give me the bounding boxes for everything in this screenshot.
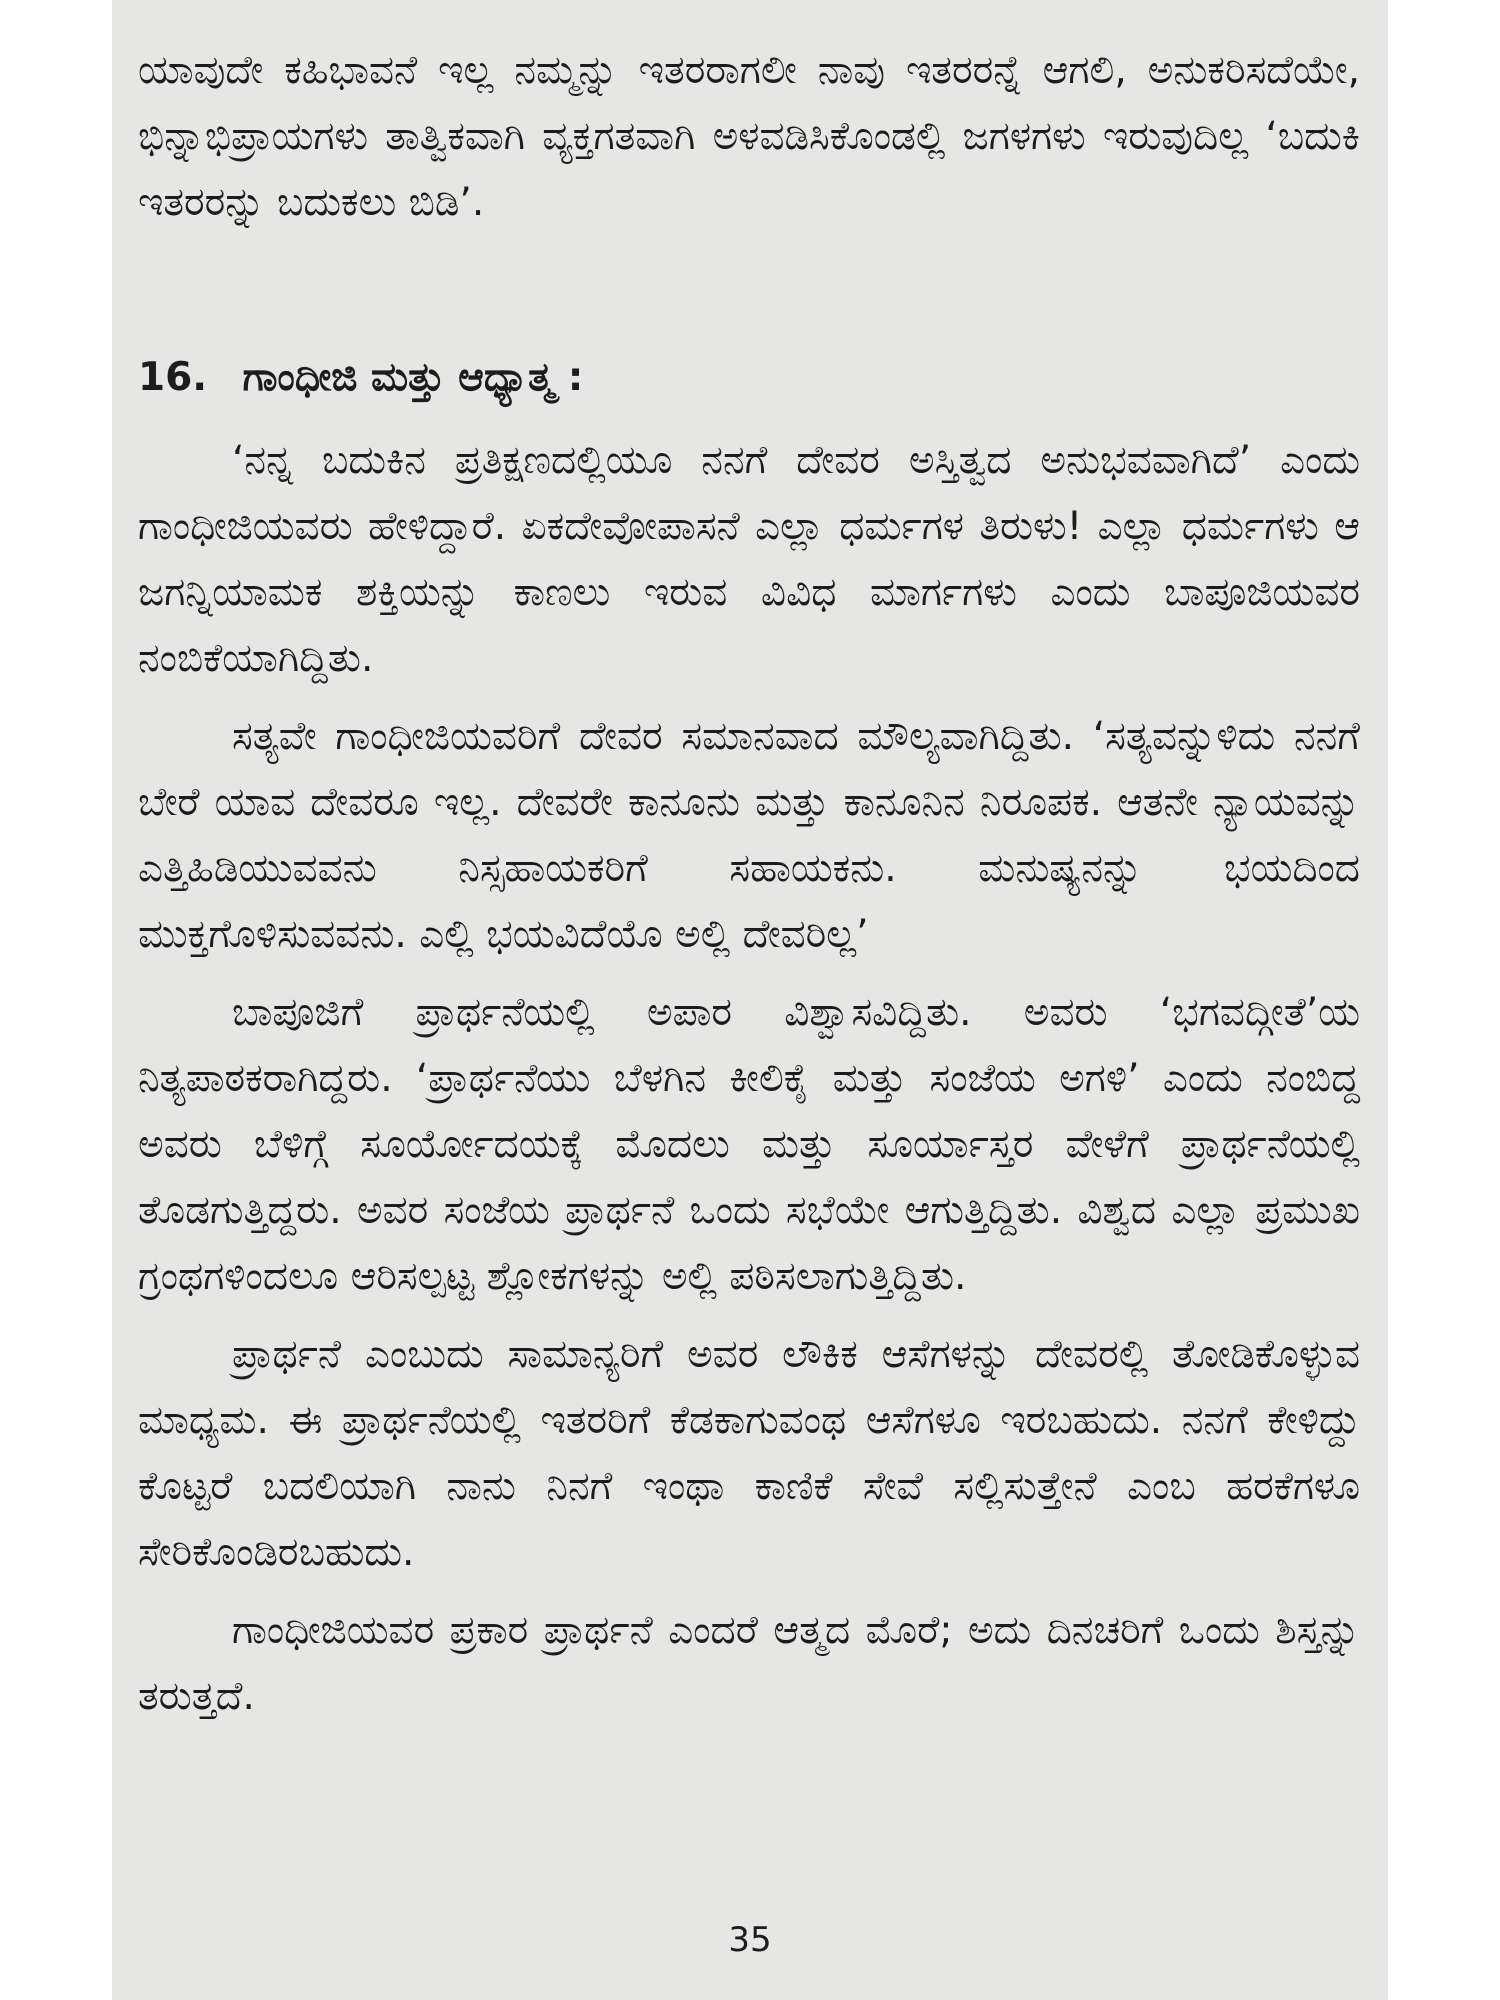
- page-number: 35: [728, 1920, 772, 1960]
- section-title: ಗಾಂಧೀಜಿ ಮತ್ತು ಆಧ್ಯಾತ್ಮ :: [242, 355, 584, 400]
- paragraph-2: ಸತ್ಯವೇ ಗಾಂಧೀಜಿಯವರಿಗೆ ದೇವರ ಸಮಾನವಾದ ಮೌಲ್ಯವಾಗಿದ್ದಿತು. ‘ಸತ್ಯವನ್ನುಳಿದು ನನಗೆ ಬೇರೆ ಯಾವ ದೇವರೂ ಇಲ್ಲ. ದೇವರೇ ಕಾನೂನು ಮತ್ತು ಕಾನೂನಿನ ನಿರೂಪಕ. ಆತನೇ ನ್ಯಾಯವನ್ನು ಎತ್ತಿಹಿಡಿಯುವವನು ನಿಸ್ಸಹಾಯಕರಿಗೆ ಸಹಾಯಕನು. ಮನುಷ್ಯನನ್ನು ಭಯದಿಂದ ಮುಕ್ತಗೊಳಿಸುವವನು. ಎಲ್ಲಿ ಭಯವಿದೆಯೊ ಅಲ್ಲಿ ದೇವರಿಲ್ಲ’: [138, 714, 1360, 957]
- intro-paragraph: ಯಾವುದೇ ಕಹಿಭಾವನೆ ಇಲ್ಲ ನಮ್ಮನ್ನು ಇತರರಾಗಲೀ ನಾವು ಇತರರನ್ನೆ ಆಗಲಿ, ಅನುಕರಿಸದೆಯೇ, ಭಿನ್ನಾಭಿಪ್ರಾಯಗಳು ತಾತ್ವಿಕವಾಗಿ ವ್ಯಕ್ತಗತವಾಗಿ ಅಳವಡಿಸಿಕೊಂಡಲ್ಲಿ ಜಗಳಗಳು ಇರುವುದಿಲ್ಲ ‘ಬದುಕಿ ಇತರರನ್ನು ಬದುಕಲು ಬಿಡಿ’.: [138, 48, 1360, 225]
- paragraph-5: ಗಾಂಧೀಜಿಯವರ ಪ್ರಕಾರ ಪ್ರಾರ್ಥನೆ ಎಂದರೆ ಆತ್ಮದ ಮೊರೆ; ಅದು ದಿನಚರಿಗೆ ಒಂದು ಶಿಸ್ತನ್ನು ತರುತ್ತದೆ.: [138, 1608, 1360, 1719]
- section-heading: [138, 345, 583, 411]
- intro-block: [138, 38, 1360, 236]
- paragraph-3: ಬಾಪೂಜಿಗೆ ಪ್ರಾರ್ಥನೆಯಲ್ಲಿ ಅಪಾರ ವಿಶ್ವಾಸವಿದ್ದಿತು. ಅವರು ‘ಭಗವದ್ಗೀತೆ’ಯ ನಿತ್ಯಪಾಠಕರಾಗಿದ್ದರು. ‘ಪ್ರಾರ್ಥನೆಯು ಬೆಳಗಿನ ಕೀಲಿಕೈ ಮತ್ತು ಸಂಜೆಯ ಅಗಳಿ’ ಎಂದು ನಂಬಿದ್ದ ಅವರು ಬೆಳಿಗ್ಗೆ ಸೂರ್ಯೋದಯಕ್ಕೆ ಮೊದಲು ಮತ್ತು ಸೂರ್ಯಾಸ್ತರ ವೇಳೆಗೆ ಪ್ರಾರ್ಥನೆಯಲ್ಲಿ ತೊಡಗುತ್ತಿದ್ದರು. ಅವರ ಸಂಜೆಯ ಪ್ರಾರ್ಥನೆ ಒಂದು ಸಭೆಯೇ ಆಗುತ್ತಿದ್ದಿತು. ವಿಶ್ವದ ಎಲ್ಲಾ ಪ್ರಮುಖ ಗ್ರಂಥಗಳಿಂದಲೂ ಆರಿಸಲ್ಪಟ್ಟ ಶ್ಲೋಕಗಳನ್ನು ಅಲ್ಲಿ ಪಠಿಸಲಾಗುತ್ತಿದ್ದಿತು.: [138, 990, 1360, 1299]
- section-number: 16.: [138, 355, 208, 400]
- paragraph-4: ಪ್ರಾರ್ಥನೆ ಎಂಬುದು ಸಾಮಾನ್ಯರಿಗೆ ಅವರ ಲೌಕಿಕ ಆಸೆಗಳನ್ನು ದೇವರಲ್ಲಿ ತೋಡಿಕೊಳ್ಳುವ ಮಾಧ್ಯಮ. ಈ ಪ್ರಾರ್ಥನೆಯಲ್ಲಿ ಇತರರಿಗೆ ಕೆಡಕಾಗುವಂಥ ಆಸೆಗಳೂ ಇರಬಹುದು. ನನಗೆ ಕೇಳಿದ್ದು ಕೊಟ್ಟರೆ ಬದಲಿಯಾಗಿ ನಾನು ನಿನಗೆ ಇಂಥಾ ಕಾಣಿಕೆ ಸೇವೆ ಸಲ್ಲಿಸುತ್ತೇನೆ ಎಂಬ ಹರಕೆಗಳೂ ಸೇರಿಕೊಂಡಿರಬಹುದು.: [138, 1332, 1360, 1575]
- section-body: [138, 428, 1360, 1730]
- paragraph-1: ‘ನನ್ನ ಬದುಕಿನ ಪ್ರತಿಕ್ಷಣದಲ್ಲಿಯೂ ನನಗೆ ದೇವರ ಅಸ್ತಿತ್ವದ ಅನುಭವವಾಗಿದೆ’ ಎಂದು ಗಾಂಧೀಜಿಯವರು ಹೇಳಿದ್ದಾರೆ. ಏಕದೇವೋಪಾಸನೆ ಎಲ್ಲಾ ಧರ್ಮಗಳ ತಿರುಳು! ಎಲ್ಲಾ ಧರ್ಮಗಳು ಆ ಜಗನ್ನಿಯಾಮಕ ಶಕ್ತಿಯನ್ನು ಕಾಣಲು ಇರುವ ವಿವಿಧ ಮಾರ್ಗಗಳು ಎಂದು ಬಾಪೂಜಿಯವರ ನಂಬಿಕೆಯಾಗಿದ್ದಿತು.: [138, 438, 1360, 681]
- book-page: [112, 0, 1388, 2000]
